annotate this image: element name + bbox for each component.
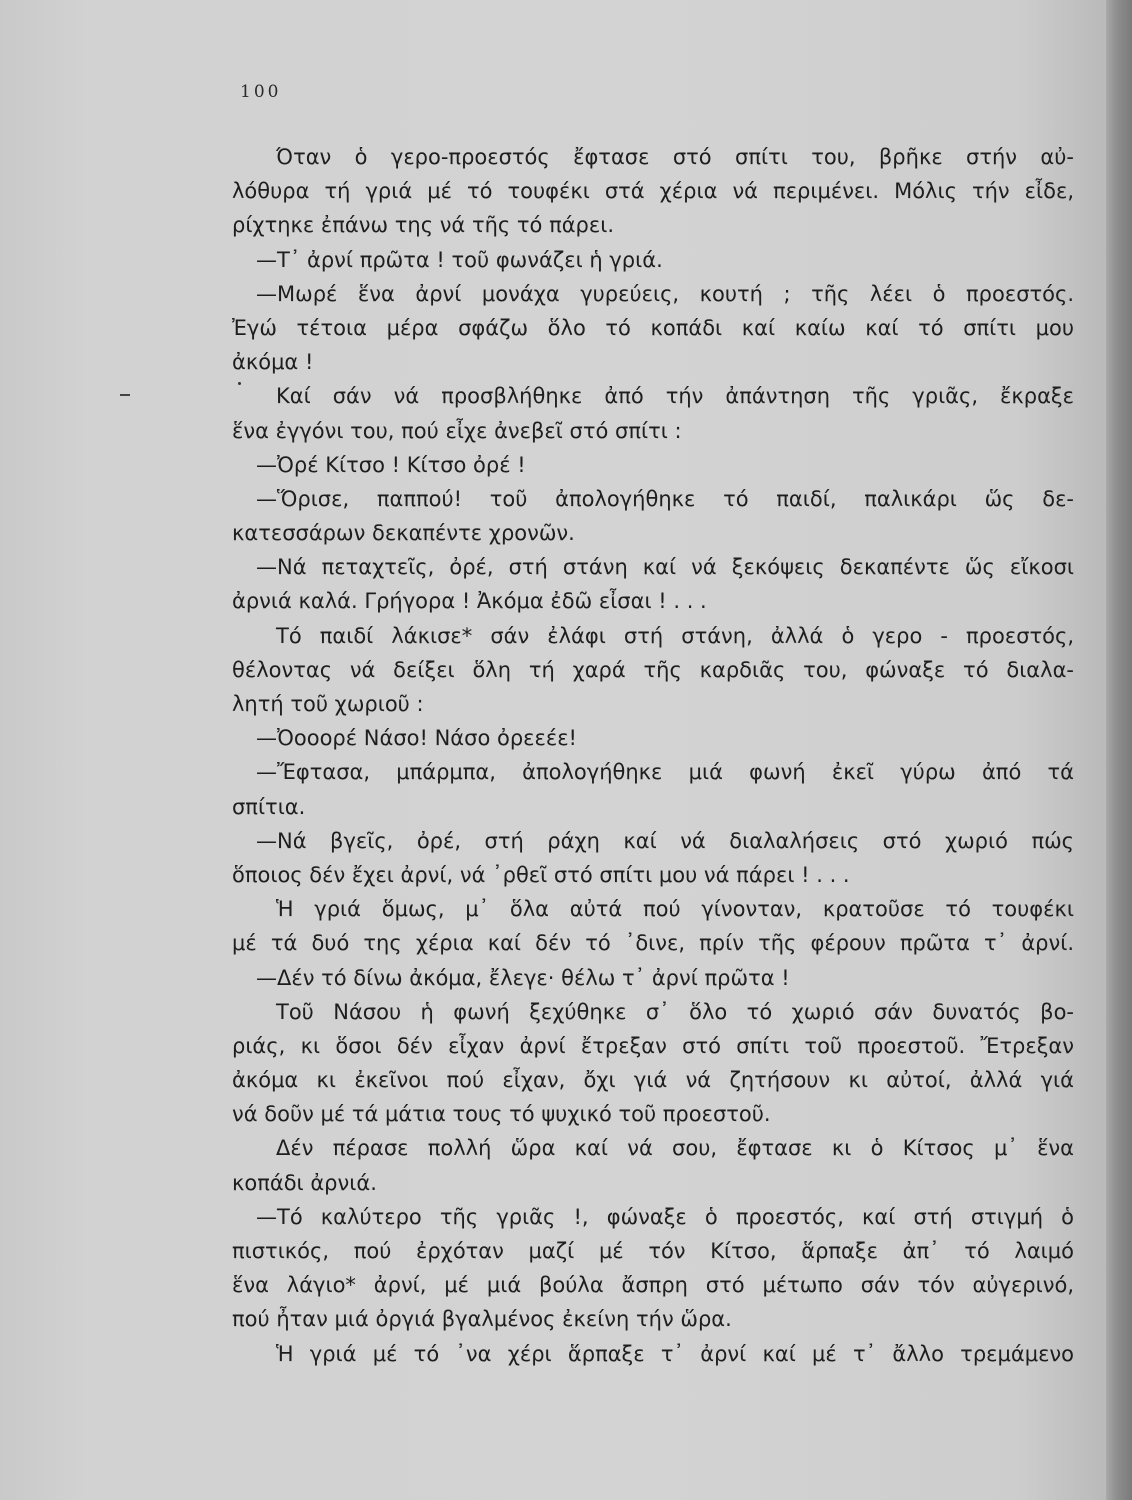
text-line: —Τό καλύτερο τῆς γριᾶς !, φώναξε ὁ προεστός, καί στή στιγμή ὁ bbox=[256, 1204, 1074, 1229]
text-line: —Δέν τό δίνω ἀκόμα, ἔλεγε· θέλω τ᾿ ἀρνί πρῶτα ! bbox=[256, 965, 790, 990]
text-line: —Μωρέ ἕνα ἀρνί μονάχα γυρεύεις, κουτή ; τῆς λέει ὁ προεστός. bbox=[256, 281, 1074, 306]
text-line: Όταν ὁ γερο-προεστός ἔφτασε στό σπίτι του, βρῆκε στήν αὐ- bbox=[276, 145, 1074, 169]
text-line: Τοῦ Νάσου ἡ φωνή ξεχύθηκε σ᾿ ὅλο τό χωριό σάν δυνατός βο- bbox=[276, 999, 1074, 1024]
text-line: ἕνα ἐγγόνι του, πού εἶχε ἀνεβεῖ στό σπίτι : bbox=[232, 418, 682, 443]
text-line: ριάς, κι ὅσοι δέν εἶχαν ἀρνί ἔτρεξαν στό σπίτι τοῦ προεστοῦ. Ἔτρεξαν bbox=[232, 1033, 1074, 1058]
page-number: 100 bbox=[240, 82, 282, 102]
text-line: θέλοντας νά δείξει ὅλη τή χαρά τῆς καρδιᾶς του, φώναξε τό διαλα- bbox=[232, 657, 1074, 682]
text-line: μέ τά δυό της χέρια καί δέν τό ᾿δινε, πρίν τῆς φέρουν πρῶτα τ᾿ ἀρνί. bbox=[232, 931, 1074, 956]
text-line: Καί σάν νά προσβλήθηκε ἀπό τήν ἀπάντηση τῆς γριᾶς, ἔκραξε bbox=[276, 384, 1074, 409]
text-line: ἀρνιά καλά. Γρήγορα ! Ἀκόμα ἐδῶ εἶσαι ! . . . bbox=[232, 589, 707, 614]
text-line: λόθυρα τή γριά μέ τό τουφέκι στά χέρια νά περιμένει. Μόλις τήν εἶδε, bbox=[232, 179, 1074, 204]
text-line: Ἐγώ τέτοια μέρα σφάζω ὅλο τό κοπάδι καί καίω καί τό σπίτι μου bbox=[232, 315, 1074, 340]
text-line: Τό παιδί λάκισε* σάν ἐλάφι στή στάνη, ἀλλά ὁ γερο - προεστός, bbox=[276, 623, 1074, 648]
text-line: ρίχτηκε ἐπάνω της νά τῆς τό πάρει. bbox=[232, 213, 615, 238]
body-text bbox=[232, 140, 1074, 1371]
text-line: —Ἔφτασα, μπάρμπα, ἀπολογήθηκε μιά φωνή ἐκεῖ γύρω ἀπό τά bbox=[256, 760, 1074, 785]
text-line: νά δοῦν μέ τά μάτια τους τό ψυχικό τοῦ προεστοῦ. bbox=[232, 1102, 771, 1127]
text-line: πιστικός, πού ἐρχόταν μαζί μέ τόν Κίτσο, ἅρπαξε ἀπ᾿ τό λαιμό bbox=[232, 1239, 1074, 1263]
text-line: λητή τοῦ χωριοῦ : bbox=[232, 692, 424, 716]
text-line: —Νά πεταχτεῖς, ὀρέ, στή στάνη καί νά ξεκόψεις δεκαπέντε ὥς εἴκοσι bbox=[256, 555, 1074, 580]
text-line: κατεσσάρων δεκαπέντε χρονῶν. bbox=[232, 521, 575, 546]
text-line: πού ἦταν μιά ὀργιά βγαλμένος ἐκείνη τήν ὥρα. bbox=[232, 1307, 732, 1332]
text-line: ἀκόμα κι ἐκεῖνοι πού εἶχαν, ὄχι γιά νά ζητήσουν κι αὐτοί, ἀλλά γιά bbox=[232, 1068, 1074, 1093]
text-line: Ἡ γριά μέ τό ᾿να χέρι ἅρπαξε τ᾿ ἀρνί καί μέ τ᾿ ἄλλο τρεμάμενο bbox=[276, 1341, 1074, 1366]
text-line: κοπάδι ἀρνιά. bbox=[232, 1170, 377, 1195]
text-line: σπίτια. bbox=[232, 794, 306, 819]
text-line: —Τ᾿ ἀρνί πρῶτα ! τοῦ φωνάζει ἡ γριά. bbox=[256, 247, 663, 272]
text-line: —Νά βγεῖς, ὀρέ, στή ράχη καί νά διαλαλήσεις στό χωριό πώς bbox=[256, 828, 1074, 853]
text-line: Δέν πέρασε πολλή ὥρα καί νά σου, ἔφτασε κι ὁ Κίτσος μ᾿ ἕνα bbox=[276, 1136, 1074, 1161]
binding-shadow bbox=[1106, 0, 1132, 1500]
margin-mark bbox=[120, 394, 130, 396]
text-line: —Ὅρισε, παππού! τοῦ ἀπολογήθηκε τό παιδί, παλικάρι ὥς δε- bbox=[256, 486, 1074, 511]
text-line: ὅποιος δέν ἔχει ἀρνί, νά ᾿ρθεῖ στό σπίτι μου νά πάρει ! . . . bbox=[232, 862, 850, 887]
text-line: Ἡ γριά ὅμως, μ᾿ ὅλα αὐτά πού γίνονταν, κρατοῦσε τό τουφέκι bbox=[276, 897, 1074, 922]
text-line: —Ὀοοορέ Νάσο! Νάσο ὀρεεέε! bbox=[256, 726, 577, 751]
text-line: ἀκόμα ! bbox=[232, 350, 314, 375]
text-line: ἕνα λάγιο* ἀρνί, μέ μιά βούλα ἄσπρη στό μέτωπο σάν τόν αὐγερινό, bbox=[232, 1273, 1074, 1298]
text-line: —Ὀρέ Κίτσο ! Κίτσο ὀρέ ! bbox=[256, 452, 526, 477]
